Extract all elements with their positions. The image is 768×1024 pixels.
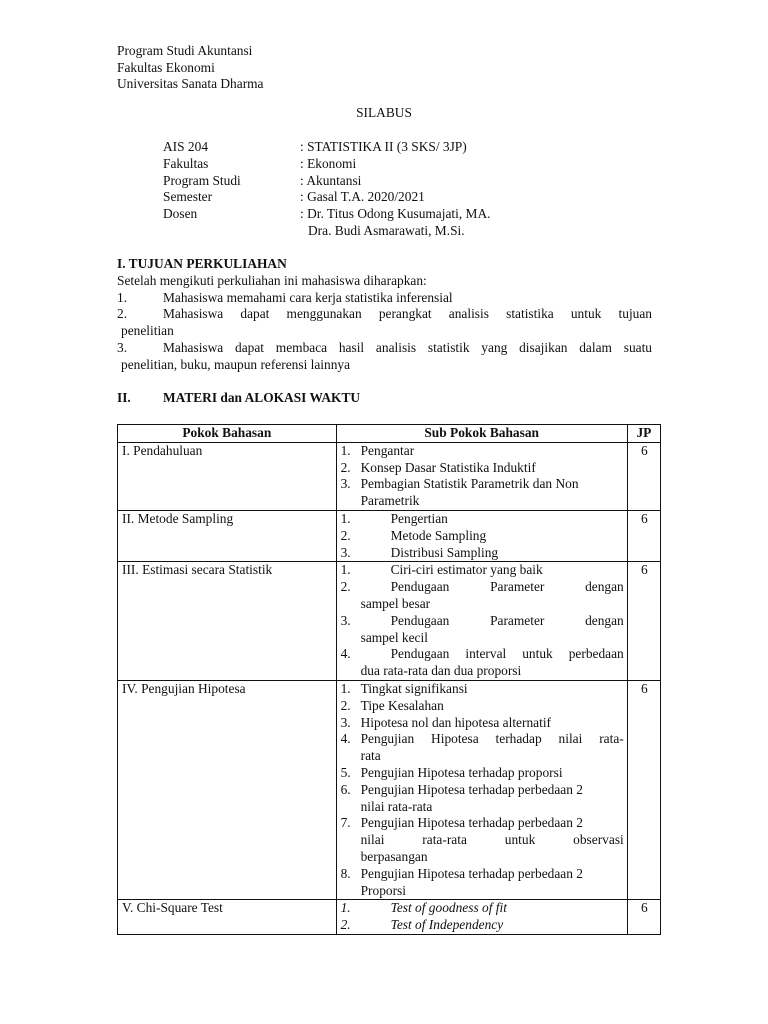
objective-item: [117, 290, 652, 307]
subtopic-item-continued: dua rata-rata dan dua proporsi: [360, 663, 522, 679]
subtopic-item: 8. Pengujian Hipotesa terhadap perbedaan 2: [340, 865, 583, 881]
institution-header: [117, 43, 264, 93]
topic-cell: V. Chi-Square Test: [118, 900, 337, 935]
subtopic-item-continued: nilai rata-rata: [360, 798, 433, 814]
table-header-row: [118, 425, 661, 443]
subtopic-cell: [336, 510, 627, 561]
jp-cell: 6: [627, 442, 660, 510]
info-row: [163, 206, 490, 223]
item-text-continued: penelitian: [121, 323, 174, 339]
table-row: [118, 900, 661, 935]
objective-item: [117, 306, 652, 340]
section-materials-heading: [117, 390, 360, 407]
subtopic-item: 3. Hipotesa nol dan hipotesa alternatif: [340, 714, 551, 730]
info-row: [163, 189, 490, 206]
column-header-jp: JP: [627, 425, 660, 443]
table-row: [118, 442, 661, 510]
item-text: Mahasiswa dapat membaca hasil analisis statistik yang disajikan dalam suatu: [163, 339, 652, 355]
item-text: Mahasiswa memahami cara kerja statistika inferensial: [163, 289, 453, 305]
subtopic-cell: [336, 562, 627, 681]
subtopic-cell: [336, 900, 627, 935]
info-value: : Dr. Titus Odong Kusumajati, MA.: [300, 206, 491, 222]
section-objectives: [117, 256, 652, 374]
course-info: [163, 139, 490, 240]
info-value: Dra. Budi Asmarawati, M.Si.: [308, 222, 465, 238]
subtopic-item-continued: sampel besar: [360, 595, 431, 611]
subtopic-item: 1. Pengantar: [340, 442, 415, 458]
subtopic-item-continued: rata: [360, 748, 381, 764]
subtopic-item: 1. Test of goodness of fit: [340, 900, 507, 916]
column-header-subtopic: Sub Pokok Bahasan: [336, 425, 627, 443]
topic-cell: IV. Pengujian Hipotesa: [118, 680, 337, 899]
subtopic-item: 1. Tingkat signifikansi: [340, 680, 468, 696]
item-text: Mahasiswa dapat menggunakan perangkat analisis statistika untuk tujuan: [163, 306, 652, 322]
info-key: Program Studi: [163, 172, 241, 188]
subtopic-item: 2. Pendugaan Parameter dengan: [340, 579, 624, 595]
info-key: Semester: [163, 189, 213, 205]
subtopic-item-continued: Proporsi: [360, 882, 406, 898]
subtopic-item: 1. Pengertian: [340, 510, 448, 526]
info-key: [163, 223, 300, 240]
info-key: AIS 204: [163, 139, 209, 154]
subtopic-cell: [336, 442, 627, 510]
objective-item: [117, 340, 652, 374]
section-heading: I. TUJUAN PERKULIAHAN: [117, 256, 287, 271]
subtopic-item: 3. Distribusi Sampling: [340, 544, 499, 560]
subtopic-item-continued: berpasangan: [360, 848, 428, 864]
subtopic-item: 6. Pengujian Hipotesa terhadap perbedaan 2: [340, 781, 583, 797]
subtopic-item-continued: Parametrik: [360, 493, 420, 509]
info-value: : Ekonomi: [300, 155, 357, 171]
info-value: : Gasal T.A. 2020/2021: [300, 189, 425, 205]
item-text-continued: penelitian, buku, maupun referensi lainnya: [121, 356, 351, 372]
document-title: SILABUS: [356, 105, 412, 120]
column-header-topic: Pokok Bahasan: [118, 425, 337, 443]
subtopic-item: 2. Test of Independency: [340, 917, 504, 933]
section-heading: MATERI dan ALOKASI WAKTU: [163, 390, 361, 405]
subtopic-item: 2. Metode Sampling: [340, 527, 487, 543]
header-line-program: Program Studi Akuntansi: [117, 43, 253, 58]
table-row: [118, 510, 661, 561]
topic-cell: II. Metode Sampling: [118, 510, 337, 561]
subtopic-item: 3. Pendugaan Parameter dengan: [340, 612, 624, 628]
topic-cell: III. Estimasi secara Statistik: [118, 562, 337, 681]
header-line-faculty: Fakultas Ekonomi: [117, 59, 215, 75]
table-row: [118, 562, 661, 681]
info-row: [163, 223, 490, 240]
info-value: : Akuntansi: [300, 172, 362, 188]
subtopic-item: 7. Pengujian Hipotesa terhadap perbedaan 2: [340, 815, 583, 831]
info-key: Dosen: [163, 206, 198, 222]
subtopic-item-continued: sampel kecil: [360, 629, 428, 645]
subtopic-item: 2. Tipe Kesalahan: [340, 697, 444, 713]
subtopic-cell: [336, 680, 627, 899]
info-key: Fakultas: [163, 155, 209, 171]
item-number: 2.: [117, 306, 128, 322]
subtopic-item: 1. Ciri-ciri estimator yang baik: [340, 562, 543, 578]
info-row: [163, 156, 490, 173]
jp-cell: 6: [627, 510, 660, 561]
subtopic-item-continued: nilai rata-rata untuk observasi: [360, 832, 624, 848]
subtopic-item: 2. Konsep Dasar Statistika Induktif: [340, 459, 536, 475]
subtopic-item: 3. Pembagian Statistik Parametrik dan Non: [340, 476, 579, 492]
jp-cell: 6: [627, 900, 660, 935]
header-line-university: Universitas Sanata Dharma: [117, 76, 264, 91]
materials-table: [117, 424, 661, 935]
topic-cell: I. Pendahuluan: [118, 442, 337, 510]
section-intro: Setelah mengikuti perkuliahan ini mahasiswa diharapkan:: [117, 272, 427, 288]
section-number: II.: [117, 390, 131, 405]
info-row: [163, 173, 490, 190]
info-row: [163, 139, 490, 156]
subtopic-item: 4. Pengujian Hipotesa terhadap nilai rata-: [340, 731, 624, 747]
item-number: 3.: [117, 339, 128, 355]
jp-cell: 6: [627, 562, 660, 681]
table-row: [118, 680, 661, 899]
subtopic-item: 5. Pengujian Hipotesa terhadap proporsi: [340, 764, 563, 780]
subtopic-item: 4. Pendugaan interval untuk perbedaan: [340, 646, 624, 662]
item-number: 1.: [117, 289, 128, 305]
info-value: : STATISTIKA II (3 SKS/ 3JP): [300, 139, 467, 154]
jp-cell: 6: [627, 680, 660, 899]
